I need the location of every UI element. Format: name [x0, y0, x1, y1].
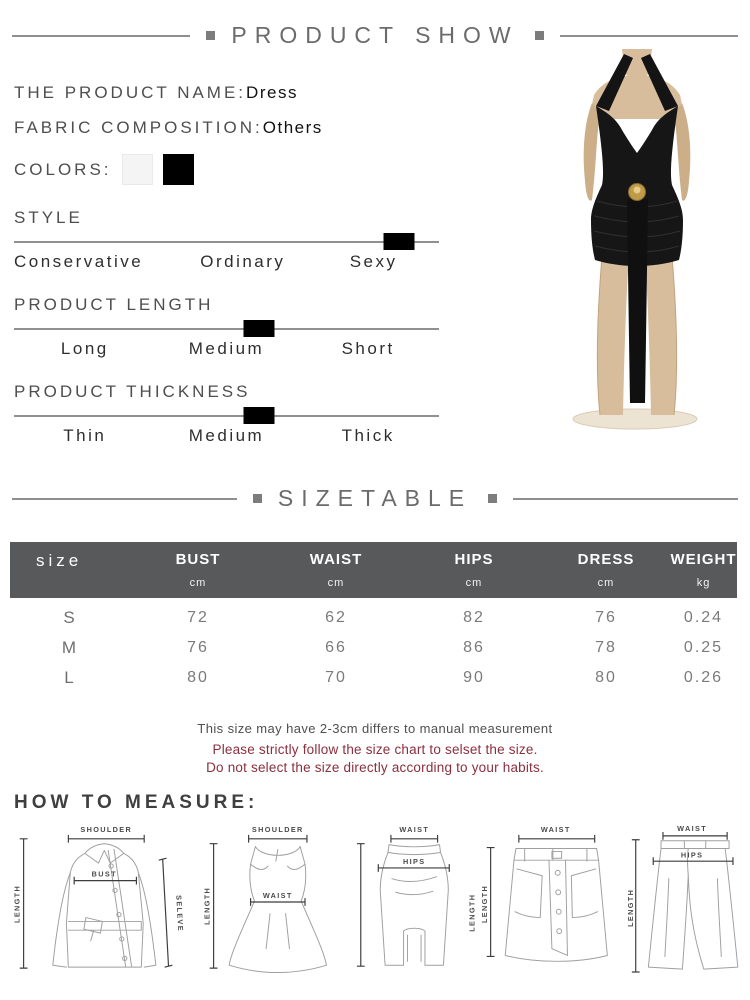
size-table	[10, 542, 737, 688]
pencil-skirt-length-label: LENGTH	[467, 893, 477, 932]
style-option-sexy: Sexy	[349, 252, 398, 271]
attribute-length-options	[14, 339, 439, 359]
row-m-bust: 76	[187, 639, 209, 656]
column-bust	[130, 551, 266, 590]
product-info-column	[14, 83, 466, 446]
divider-line-right	[513, 498, 738, 500]
column-weight-label: WEIGHT	[670, 551, 737, 568]
square-bullet-icon	[488, 494, 497, 503]
thickness-option-thin: Thin	[63, 426, 107, 445]
row-l-dress: 80	[595, 669, 617, 686]
attribute-style	[14, 208, 439, 272]
length-selection-marker	[244, 320, 275, 337]
row-m-weight: 0.25	[683, 639, 724, 656]
length-option-medium: Medium	[188, 339, 265, 358]
column-hips	[406, 551, 542, 590]
pencil-skirt-hips-label: HIPS	[403, 857, 426, 867]
row-l-weight: 0.26	[683, 669, 724, 686]
row-s-weight: 0.24	[683, 609, 724, 626]
fabric-row	[14, 118, 466, 138]
pants-waist-label: WAIST	[676, 824, 707, 834]
row-l-hips: 90	[463, 669, 485, 686]
color-swatch-black	[163, 154, 194, 185]
size-notes	[0, 721, 750, 775]
style-selection-marker	[383, 233, 414, 250]
product-info-section	[0, 49, 750, 457]
column-size	[10, 551, 130, 590]
jacket-shoulder-label: SHOULDER	[80, 824, 133, 834]
product-name-label: THE PRODUCT NAME:	[14, 83, 247, 102]
column-waist-unit: cm	[327, 577, 345, 589]
square-bullet-icon	[535, 31, 544, 40]
diagram-pencil-skirt	[353, 818, 477, 986]
colors-row	[14, 154, 466, 185]
attribute-thickness-label: PRODUCT THICKNESS	[14, 382, 251, 401]
column-waist-label: WAIST	[309, 551, 363, 568]
length-option-short: Short	[341, 339, 395, 358]
product-name-row	[14, 83, 466, 103]
column-bust-unit: cm	[189, 577, 207, 589]
divider-line-left	[12, 35, 190, 37]
section-title-sizetable: SIZETABLE	[277, 485, 473, 511]
table-row-s	[10, 607, 737, 628]
jacket-length-label: LENGTH	[12, 884, 22, 923]
column-waist	[266, 551, 406, 590]
row-m-dress: 78	[595, 639, 617, 656]
attribute-thickness	[14, 382, 439, 446]
column-hips-label: HIPS	[454, 551, 494, 568]
column-dress-unit: cm	[597, 577, 615, 589]
product-name-value: Dress	[246, 83, 298, 102]
thickness-selection-marker	[244, 407, 275, 424]
style-option-ordinary: Ordinary	[200, 252, 286, 271]
table-row-m	[10, 637, 737, 658]
thickness-option-thick: Thick	[341, 426, 395, 445]
dress-waist-label: WAIST	[262, 891, 293, 901]
size-table-header	[10, 542, 737, 598]
row-m-waist: 66	[325, 639, 347, 656]
attribute-style-options	[14, 252, 439, 272]
row-s-waist: 62	[325, 609, 347, 626]
attribute-thickness-options	[14, 426, 439, 446]
column-size-label: size	[36, 551, 83, 570]
dress-shoulder-label: SHOULDER	[251, 824, 304, 834]
fabric-label: FABRIC COMPOSITION:	[14, 118, 263, 137]
note-tolerance: This size may have 2-3cm differs to manual measurement	[197, 721, 553, 736]
row-s-hips: 82	[463, 609, 485, 626]
length-option-long: Long	[60, 339, 109, 358]
pants-hips-label: HIPS	[680, 850, 703, 860]
dress-length-label: LENGTH	[202, 886, 212, 925]
square-bullet-icon	[206, 31, 215, 40]
pants-length-label: LENGTH	[625, 888, 635, 927]
jacket-sleeve-label: SELEVE	[174, 894, 186, 933]
attribute-style-scale	[14, 241, 439, 243]
square-bullet-icon	[253, 494, 262, 503]
row-l-size: L	[64, 668, 76, 687]
column-weight	[670, 551, 737, 590]
color-swatch-white	[122, 154, 153, 185]
attribute-length-label: PRODUCT LENGTH	[14, 295, 214, 314]
fabric-value: Others	[262, 118, 323, 137]
sizetable-header	[0, 485, 750, 512]
row-l-bust: 80	[187, 669, 209, 686]
attribute-length-scale	[14, 328, 439, 330]
diagram-dress	[200, 818, 354, 986]
product-photo	[545, 49, 745, 439]
diagram-pants	[626, 818, 750, 986]
mini-skirt-length-label: LENGTH	[479, 884, 489, 923]
divider-line-left	[12, 498, 237, 500]
row-l-waist: 70	[325, 669, 347, 686]
thickness-option-medium: Medium	[188, 426, 265, 445]
column-dress	[542, 551, 670, 590]
table-row-l	[10, 667, 737, 688]
row-s-bust: 72	[187, 609, 209, 626]
pencil-skirt-waist-label: WAIST	[399, 824, 430, 834]
row-m-hips: 86	[463, 639, 485, 656]
jacket-bust-label: BUST	[91, 869, 117, 879]
colors-label: COLORS:	[14, 159, 112, 179]
row-m-size: M	[61, 638, 79, 657]
diagram-mini-skirt	[478, 818, 626, 986]
divider-line-right	[560, 35, 738, 37]
dress-photo-illustration	[545, 49, 745, 439]
column-bust-label: BUST	[175, 551, 221, 568]
how-to-measure-title: HOW TO MEASURE:	[14, 792, 259, 813]
diagram-jacket	[10, 818, 200, 986]
mini-skirt-waist-label: WAIST	[540, 824, 571, 834]
section-title-product-show: PRODUCT SHOW	[231, 22, 519, 48]
product-show-header	[0, 0, 750, 49]
column-weight-unit: kg	[696, 577, 711, 589]
column-dress-label: DRESS	[577, 551, 635, 568]
attribute-style-label: STYLE	[14, 208, 83, 227]
attribute-thickness-scale	[14, 415, 439, 417]
attribute-length	[14, 295, 439, 359]
measure-diagrams	[0, 818, 750, 986]
row-s-size: S	[63, 608, 77, 627]
note-habits: Do not select the size directly according to your habits.	[206, 760, 544, 775]
note-follow-chart: Please strictly follow the size chart to selset the size.	[212, 742, 538, 757]
row-s-dress: 76	[595, 609, 617, 626]
column-hips-unit: cm	[465, 577, 483, 589]
style-option-conservative: Conservative	[14, 252, 144, 271]
